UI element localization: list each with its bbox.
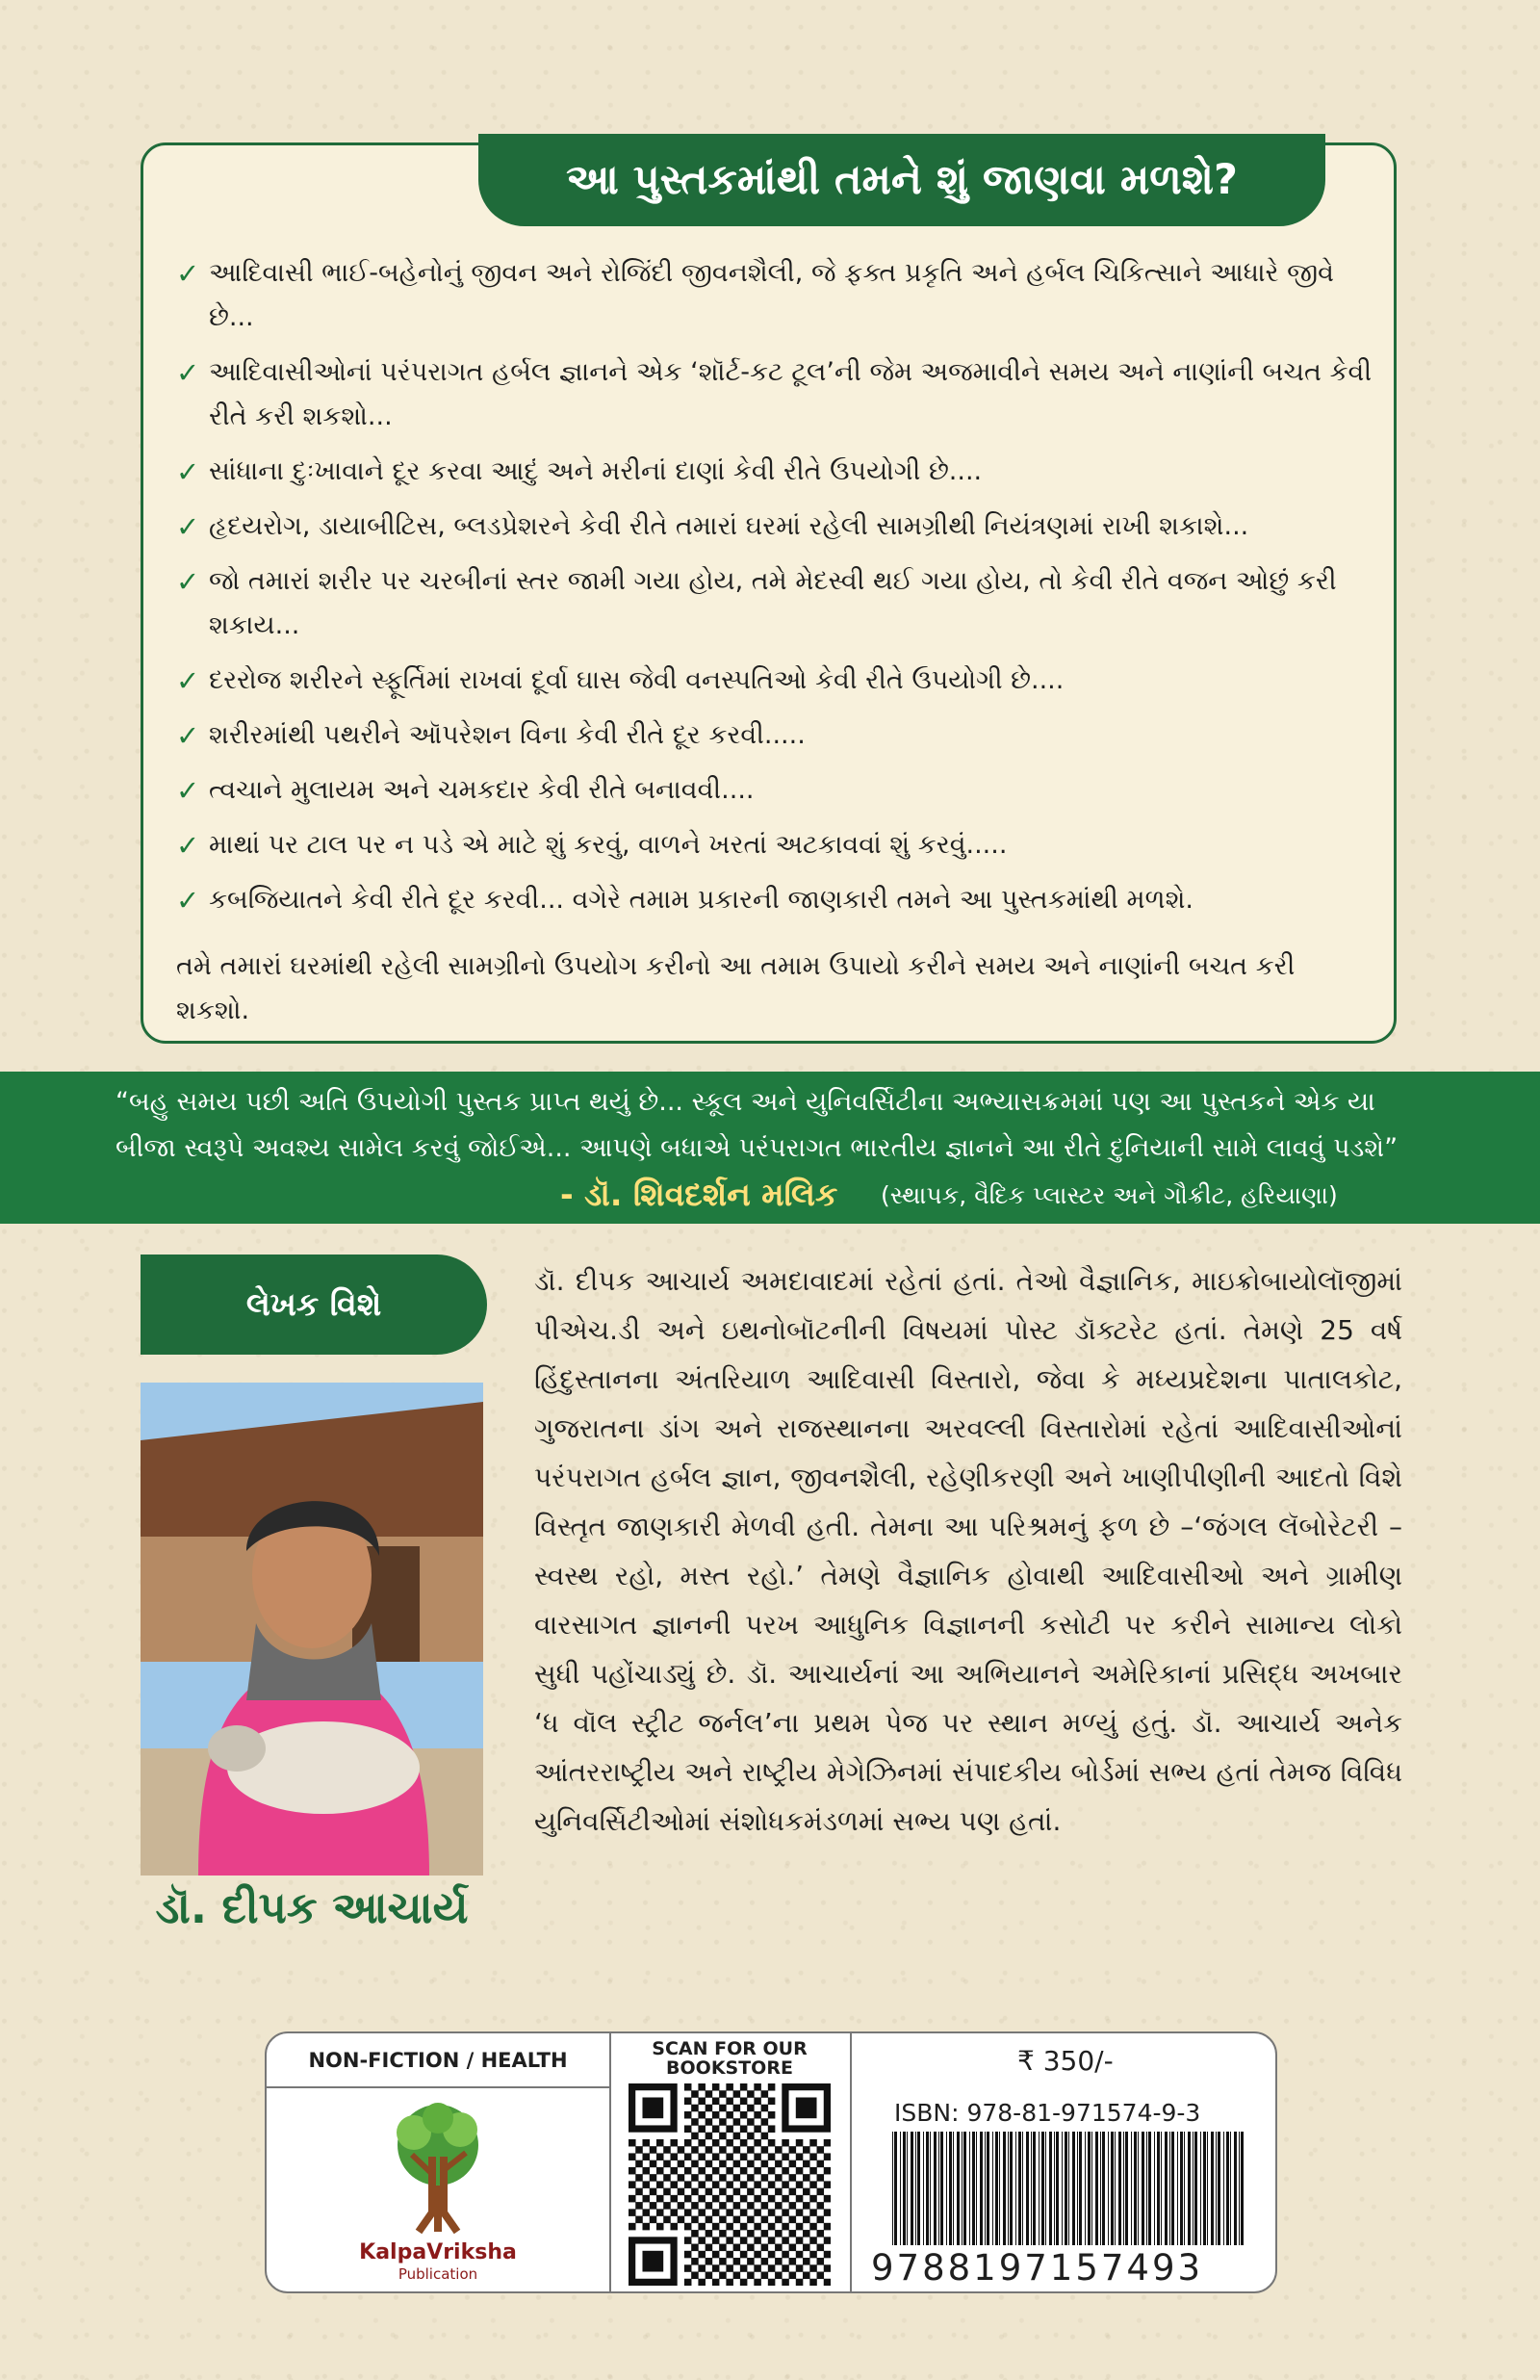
scan-label: SCAN FOR OUR BOOKSTORE (652, 2038, 808, 2079)
benefit-text: જો તમારાં શરીર પર ચરબીનાં સ્તર જામી ગયા હોય, તમે મેદસ્વી થઈ ગયા હોય, તો કેવી રીતે વજન ઓછું કરી શકાય... (209, 566, 1337, 640)
benefit-item (176, 350, 1374, 439)
divider (267, 2086, 609, 2088)
check-icon: ✓ (176, 774, 200, 807)
benefit-item (176, 504, 1374, 549)
box-title: આ પુસ્તકમાંથી તમને શું જાણવા મળશે? (478, 134, 1325, 226)
publisher-name: KalpaVriksha (359, 2240, 517, 2264)
benefit-item (176, 713, 1374, 758)
benefit-item (176, 878, 1374, 922)
learning-box (141, 142, 1397, 1044)
benefit-text: ત્વચાને મુલાયમ અને ચમકદાર કેવી રીતે બનાવવી.... (209, 775, 755, 805)
author-bio: ડૉ. દીપક આચાર્ય અમદાવાદમાં રહેતાં હતાં. તેઓ વૈજ્ઞાનિક, માઇક્રોબાયોલૉજીમાં પીએચ.ડી અને ઇથનોબૉટનીની વિષયમાં પોસ્ટ ડૉક્ટરેટ હતાં. તેમણે 25 વર્ષ હિંદુસ્તાનના અંતરિયાળ આદિવાસી વિસ્તારો, જેવા કે મધ્યપ્રદેશના પાતાલકોટ, ગુજરાતના ડાંગ અને રાજસ્થાનના અરવલ્લી વિસ્તારોમાં રહેતાં આદિવાસીઓનાં પરંપરાગત હર્બલ જ્ઞાન, જીવનશૈલી, રહેણીકરણી અને ખાણીપીણીની આદતો વિશે વિસ્તૃત જાણકારી મેળવી હતી. તેમના આ પરિશ્રમનું ફળ છે –‘જંગલ લૅબોરેટરી – સ્વસ્થ રહો, મસ્ત રહો.’ તેમણે વૈજ્ઞાનિક હોવાથી આદિવાસીઓ અને ગ્રામીણ વારસાગત જ્ઞાનની પરખ આધુનિક વિજ્ઞાનની કસોટી પર કરીને સામાન્ય લોકો સુધી પહોંચાડ્યું છે. ડૉ. આચાર્યનાં આ અભિયાનને અમેરિકાનાં પ્રસિદ્ધ અખબાર ‘ધ વૉલ સ્ટ્રીટ જર્નલ’ના પ્રથમ પેજ પર સ્થાન મળ્યું હતું. ડૉ. આચાર્ય અનેક આંતરરાષ્ટ્રીય અને રાષ્ટ્રીય મેગેઝિનમાં સંપાદકીય બોર્ડમાં સભ્ય હતાં તેમજ વિવિધ યુનિવર્સિટીઓમાં સંશોધકમંડળમાં સભ્ય પણ હતાં. (534, 1265, 1402, 1837)
barcode-icon (892, 2132, 1248, 2245)
benefit-text: આદિવાસી ભાઈ-બહેનોનું જીવન અને રોજિંદી જીવનશૈલી, જે ફક્ત પ્રકૃતિ અને હર્બલ ચિકિત્સાને આધારે જીવે છે... (209, 258, 1334, 332)
benefit-list (176, 251, 1374, 933)
benefit-item (176, 559, 1374, 648)
quote-author: - ડૉ. શિવદર્શન મલિક (560, 1176, 838, 1213)
quote-text: “બહુ સમય પછી અતિ ઉપયોગી પુસ્તક પ્રાપ્ત થયું છે... સ્કૂલ અને યુનિવર્સિટીના અભ્યાસક્રમમાં પણ આ પુસ્તકને એક યા બીજા સ્વરૂપે અવશ્ય સામેલ કરવું જોઈએ... આપણે બધાએ પરંપરાગત ભારતીય જ્ઞાનને આ રીતે દુનિયાની સામે લાવવું પડશે” (116, 1087, 1399, 1163)
check-icon: ✓ (176, 829, 200, 862)
benefit-text: હૃદયરોગ, ડાયાબીટિસ, બ્લડપ્રેશરને કેવી રીતે તમારાં ઘરમાં રહેલી સામગ્રીથી નિયંત્રણમાં રાખી શકાશે... (209, 511, 1249, 541)
check-icon: ✓ (176, 356, 200, 389)
benefit-text: આદિવાસીઓનાં પરંપરાગત હર્બલ જ્ઞાનને એક ‘શૉર્ટ-કટ ટૂલ’ની જેમ અજમાવીને સમય અને નાણાંની બચત કેવી રીતે કરી શકશો... (209, 357, 1373, 431)
price-label: ₹ 350/- (1017, 2045, 1114, 2077)
qr-code-icon (629, 2083, 831, 2286)
quote-role: (સ્થાપક, વૈદિક પ્લાસ્ટર અને ગૌક્રીટ, હરિયાણા) (881, 1181, 1338, 1209)
publisher-sub: Publication (398, 2265, 478, 2283)
closing-text: તમે તમારાં ઘરમાંથી રહેલી સામગ્રીનો ઉપયોગ કરીનો આ તમામ ઉપાયો કરીને સમય અને નાણાંની બચત કરી શકશો. (176, 951, 1296, 1025)
tree-logo-icon (385, 2099, 491, 2238)
check-icon: ✓ (176, 257, 200, 290)
benefit-text: સાંધાના દુઃખાવાને દૂર કરવા આદું અને મરીનાં દાણાં કેવી રીતે ઉપયોગી છે.... (209, 456, 983, 486)
about-author-heading: લેખક વિશે (141, 1255, 487, 1355)
benefit-item (176, 450, 1374, 494)
benefit-item (176, 823, 1374, 867)
benefit-item (176, 251, 1374, 340)
isbn-label: ISBN: 978-81-971574-9-3 (894, 2099, 1201, 2127)
benefit-text: માથાં પર ટાલ પર ન પડે એ માટે શું કરવું, વાળને ખરતાં અટકાવવાં શું કરવું..... (209, 830, 1008, 860)
barcode-number: 9788197157493 (871, 2247, 1204, 2289)
benefit-text: કબજિયાતને કેવી રીતે દૂર કરવી... વગેરે તમામ પ્રકારની જાણકારી તમને આ પુસ્તકમાંથી મળશે. (209, 885, 1194, 915)
check-icon: ✓ (176, 455, 200, 488)
publisher-column (267, 2033, 611, 2291)
back-info-panel (265, 2031, 1277, 2293)
benefit-item (176, 659, 1374, 703)
author-name: ડૉ. દીપક આચાર્ય (155, 1882, 469, 1933)
benefit-text: શરીરમાંથી પથરીને ઑપરેશન વિના કેવી રીતે દૂર કરવી..... (209, 720, 806, 750)
check-icon: ✓ (176, 884, 200, 917)
check-icon: ✓ (176, 510, 200, 543)
check-icon: ✓ (176, 565, 200, 598)
check-icon: ✓ (176, 719, 200, 752)
genre-label: NON-FICTION / HEALTH (308, 2049, 568, 2072)
quote-band (0, 1072, 1540, 1224)
benefit-item (176, 768, 1374, 813)
benefit-text: દરરોજ શરીરને સ્ફૂર્તિમાં રાખવાં દૂર્વા ઘાસ જેવી વનસ્પતિઓ કેવી રીતે ઉપયોગી છે.... (209, 665, 1065, 695)
check-icon: ✓ (176, 664, 200, 697)
author-photo (141, 1383, 483, 1876)
qr-column (609, 2033, 852, 2291)
